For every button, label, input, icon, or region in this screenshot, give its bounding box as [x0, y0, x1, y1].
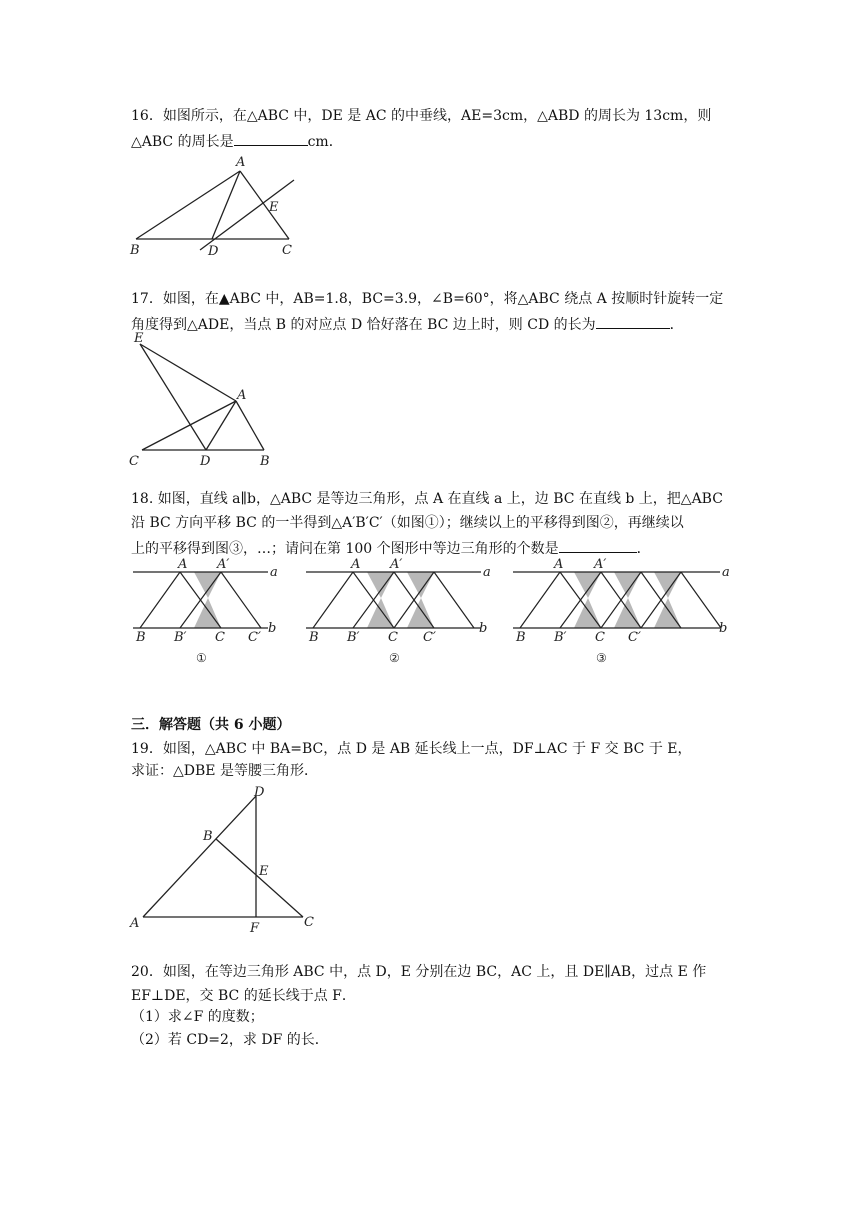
q19-figure [126, 782, 326, 942]
q19-label-d: D [254, 785, 265, 800]
q17-figure [126, 330, 276, 468]
q16-line2-post: cm． [307, 134, 343, 150]
q17-line2-post: ． [669, 317, 684, 333]
q19-label-c: C [304, 915, 314, 930]
q18-f2-label-a: A [351, 557, 361, 572]
q18-f3-label-a: A [554, 557, 564, 572]
q18-line1: 18. 如图，直线 a∥b，△ABC 是等边三角形，点 A 在直线 a 上，边 BC 在直线 b 上，把△ABC [131, 491, 723, 507]
q18-f2-label-c-prime: C′ [423, 630, 436, 645]
q18-f3-label-b-prime: B′ [554, 630, 567, 645]
q18-answer-blank [559, 538, 637, 553]
q19-line1: 19．如图，△ABC 中 BA=BC，点 D 是 AB 延长线上一点，DF⊥AC 于 F 交 BC 于 E， [131, 741, 692, 757]
q18-f1-label-line-b: b [268, 621, 277, 636]
q18-f3-label-c-prime: C′ [628, 630, 641, 645]
q18-figure-3 [508, 555, 740, 670]
q16-label-d: D [208, 244, 219, 259]
q18-f3-caption: ③ [596, 651, 607, 665]
q18-f2-caption: ② [389, 651, 400, 665]
q17-label-e: E [134, 331, 144, 346]
q18-f2-label-c: C [388, 630, 398, 645]
q16-answer-blank [234, 131, 308, 146]
q17-label-b: B [260, 454, 270, 469]
q19-label-e: E [259, 864, 269, 879]
q17-answer-blank [596, 314, 670, 329]
q18-line3-pre: 上的平移得到图③，…；请问在第 100 个图形中等边三角形的个数是 [131, 541, 559, 557]
q20-line3: （1）求∠F 的度数； [131, 1009, 264, 1025]
q18-f3-label-a-prime: A′ [594, 557, 607, 572]
q17-line2-pre: 角度得到△ADE，当点 B 的对应点 D 恰好落在 BC 边上时，则 CD 的长为 [131, 317, 596, 333]
q16-label-e: E [269, 200, 279, 215]
q20-line1: 20．如图，在等边三角形 ABC 中，点 D，E 分别在边 BC，AC 上，且 DE∥AB，过点 E 作 [131, 964, 707, 980]
q16-label-c: C [282, 243, 292, 258]
q18-f1-label-a: A [178, 557, 188, 572]
q17-label-a: A [237, 388, 247, 403]
q17-label-d: D [200, 454, 211, 469]
q18-f1-label-b-prime: B′ [174, 630, 187, 645]
q16-label-a: A [236, 155, 246, 170]
q18-f1-caption: ① [196, 651, 207, 665]
q18-figure-2 [301, 555, 501, 670]
q18-line3-post: ． [636, 541, 651, 557]
q18-f2-label-b: B [309, 630, 319, 645]
q17-line1: 17．如图，在▲ABC 中，AB=1.8，BC=3.9，∠B=60°，将△ABC 绕点 A 按顺时针旋转一定 [131, 291, 724, 307]
q19-line2: 求证：△DBE 是等腰三角形． [131, 763, 318, 779]
q18-f2-label-line-b: b [479, 621, 488, 636]
q18-f1-label-a-prime: A′ [217, 557, 230, 572]
q18-f1-label-b: B [136, 630, 146, 645]
q20-line2: EF⊥DE，交 BC 的延长线于点 F． [131, 988, 356, 1004]
q17-label-c: C [129, 454, 139, 469]
q16-line2-pre: △ABC 的周长是 [131, 134, 234, 150]
q18-figure-1 [128, 555, 288, 670]
section3-title: 三．解答题（共 6 小题） [131, 717, 291, 733]
q18-f3-label-line-b: b [719, 621, 728, 636]
q18-line2: 沿 BC 方向平移 BC 的一半得到△A′B′C′（如图①）；继续以上的平移得到图②，再继续以 [131, 515, 684, 531]
q18-f3-label-line-a: a [722, 565, 730, 580]
q18-f2-label-b-prime: B′ [347, 630, 360, 645]
q16-label-b: B [130, 243, 140, 258]
q19-label-f: F [250, 921, 260, 936]
q19-label-b: B [203, 829, 213, 844]
q18-f3-label-b: B [516, 630, 526, 645]
q16-line1: 16．如图所示，在△ABC 中，DE 是 AC 的中垂线，AE=3cm，△ABD 的周长为 13cm，则 [131, 108, 712, 124]
q18-f1-label-c: C [215, 630, 225, 645]
q18-f3-label-c: C [595, 630, 605, 645]
q18-f2-label-line-a: a [483, 565, 491, 580]
q16-figure [126, 152, 306, 260]
q16-line2 [131, 131, 343, 151]
q18-f1-label-c-prime: C′ [248, 630, 261, 645]
q19-label-a: A [130, 916, 140, 931]
q20-line4: （2）若 CD=2，求 DF 的长． [131, 1032, 329, 1048]
q18-f2-label-a-prime: A′ [390, 557, 403, 572]
q18-f1-label-line-a: a [270, 565, 278, 580]
